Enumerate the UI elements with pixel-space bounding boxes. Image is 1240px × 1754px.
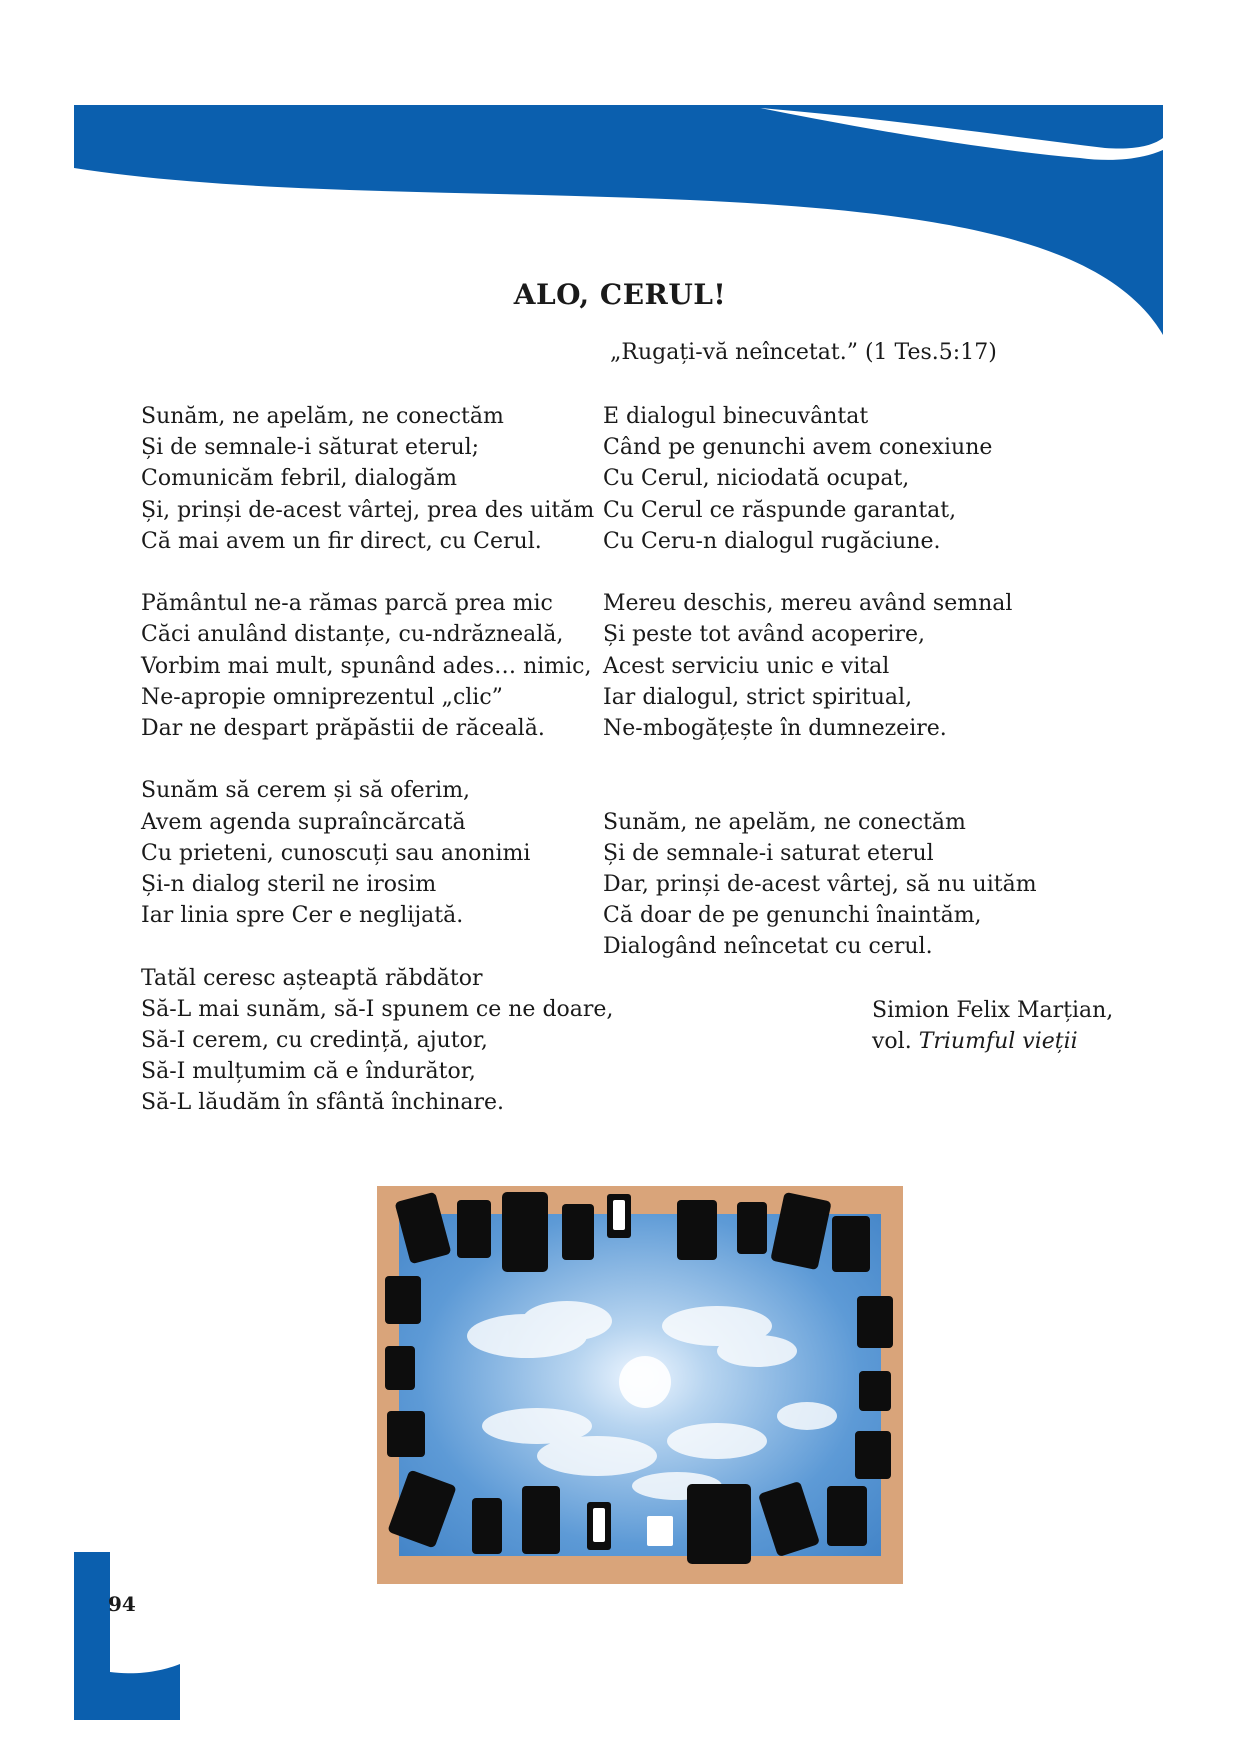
- book-prefix: vol.: [872, 1029, 919, 1055]
- poem-line: Și de semnale-i saturat eterul: [603, 840, 934, 866]
- poem-line: Că mai avem un fir direct, cu Cerul.: [141, 528, 542, 554]
- signature: [872, 995, 1113, 1057]
- book-title: Triumful vieții: [918, 1029, 1078, 1055]
- poem-line: Cu Ceru-n dialogul rugăciune.: [603, 528, 941, 554]
- poem-line: Și peste tot având acoperire,: [603, 622, 926, 648]
- poem-line: Căci anulând distanțe, cu-ndrăzneală,: [141, 622, 564, 648]
- poem-line: Ne-apropie omniprezentul „clic”: [141, 684, 503, 710]
- book-reference: [872, 1026, 1113, 1057]
- stanza: [603, 588, 1037, 744]
- poem-line: Și, prinși de-acest vârtej, prea des uităm: [141, 497, 595, 523]
- poem-line: E dialogul binecuvântat: [603, 404, 869, 429]
- poem-left-column: [141, 401, 613, 1119]
- poem-line: Dialogând neîncetat cu cerul.: [603, 934, 933, 960]
- poem-line: Cu Cerul, niciodată ocupat,: [603, 466, 910, 492]
- poem-line: Sunăm să cerem și să oferim,: [141, 778, 471, 804]
- epigraph: „Rugați-vă neîncetat.” (1 Tes.5:17): [610, 340, 997, 365]
- poem-line: Ne-mbogățește în dumnezeire.: [603, 716, 947, 742]
- poem-line: Acest serviciu unic e vital: [603, 653, 890, 679]
- page-corner-shape: [0, 1540, 200, 1720]
- poem-line: Iar linia spre Cer e neglijată.: [141, 903, 464, 929]
- poem-line: Când pe genunchi avem conexiune: [603, 435, 993, 461]
- page-number: 94: [108, 1592, 136, 1616]
- poem-right-column: [603, 401, 1037, 963]
- stanza: [141, 401, 613, 557]
- stanza: [141, 588, 613, 744]
- stanza: [603, 401, 1037, 557]
- stanza: [603, 807, 1037, 963]
- poem-line: Să-I mulțumim că e îndurător,: [141, 1059, 476, 1085]
- poem-line: Iar dialogul, strict spiritual,: [603, 684, 913, 710]
- poem-line: Vorbim mai mult, spunând ades… nimic,: [141, 653, 592, 679]
- poem-line: Cu prieteni, cunoscuți sau anonimi: [141, 840, 531, 866]
- poem-line: Sunăm, ne apelăm, ne conectăm: [141, 404, 504, 429]
- poem-line: Comunicăm febril, dialogăm: [141, 466, 458, 492]
- poem-line: Dar, prinși de-acest vârtej, să nu uităm: [603, 872, 1037, 897]
- poem-line: Să-I cerem, cu credință, ajutor,: [141, 1028, 488, 1054]
- sky-phones-illustration: [377, 1186, 903, 1584]
- poem-line: Să-L mai sunăm, să-I spunem ce ne doare,: [141, 996, 614, 1022]
- poem-line: Cu Cerul ce răspunde garantat,: [603, 497, 957, 523]
- poem-title: ALO, CERUL!: [513, 278, 727, 311]
- poem-line: Și de semnale-i săturat eterul;: [141, 435, 480, 461]
- poem-line: Dar ne despart prăpăstii de răceală.: [141, 716, 545, 742]
- poem-line: Să-L lăudăm în sfântă închinare.: [141, 1090, 505, 1116]
- poem-line: Tatăl ceresc așteaptă răbdător: [141, 965, 483, 991]
- poem-line: Avem agenda supraîncărcată: [141, 809, 466, 835]
- stanza: [141, 963, 613, 1119]
- poem-line: Pământul ne-a rămas parcă prea mic: [141, 591, 553, 617]
- poem-line: Mereu deschis, mereu având semnal: [603, 591, 1013, 617]
- author-name: Simion Felix Marțian,: [872, 998, 1114, 1023]
- poem-line: Că doar de pe genunchi înaintăm,: [603, 903, 982, 929]
- poem-line: Sunăm, ne apelăm, ne conectăm: [603, 809, 966, 835]
- poem-line: Și-n dialog steril ne irosim: [141, 872, 437, 898]
- stanza: [141, 775, 613, 931]
